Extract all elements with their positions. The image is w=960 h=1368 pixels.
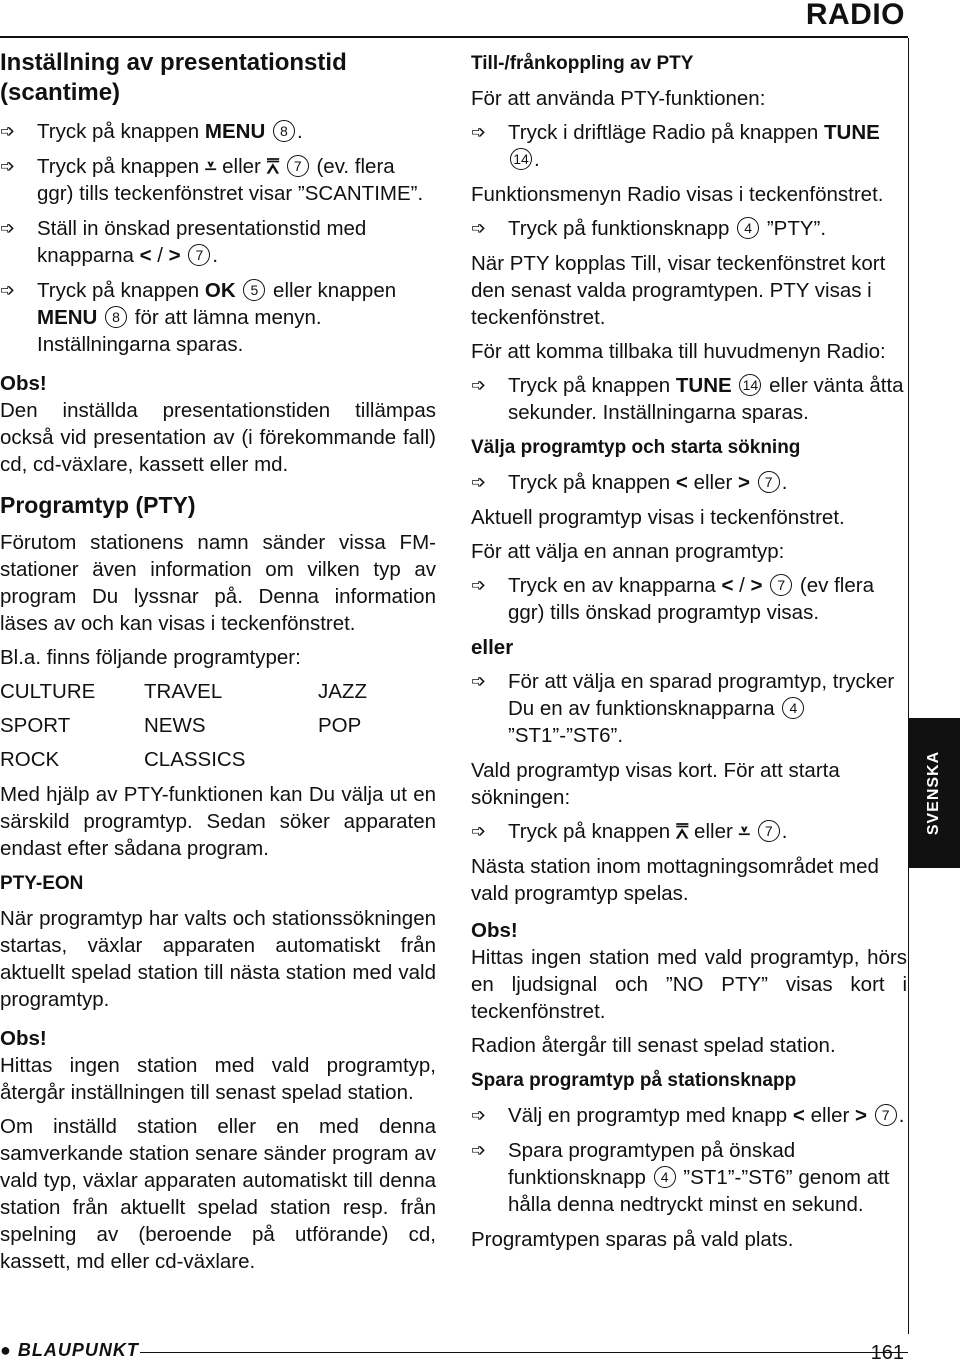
heading-save-type: Spara programtyp på stationsknapp xyxy=(471,1070,797,1091)
arrow-right-icon: ➩ xyxy=(471,122,487,142)
bottom-rule xyxy=(140,1352,908,1353)
arrow-right-icon: ➩ xyxy=(471,575,487,595)
paragraph: För att använda PTY-funktionen: xyxy=(471,87,766,110)
key-number-badge: 7 xyxy=(188,244,210,266)
note-label: Obs! xyxy=(0,1027,47,1050)
key-down-icon: ⩡ xyxy=(204,155,217,178)
or-label: eller xyxy=(471,636,514,659)
key-number-badge: 5 xyxy=(243,279,265,301)
note-label: Obs! xyxy=(471,919,518,942)
key-number-badge: 7 xyxy=(758,820,780,842)
logo-dot-icon: ● xyxy=(0,1340,12,1360)
language-tab-label: SVENSKA xyxy=(925,750,943,836)
paragraph: När programtyp har valts och stationssökningen startas, växlar apparaten automatiskt från aktuellt spelad station till nästa station med vald programtyp. xyxy=(0,907,436,1011)
key-left-icon: < xyxy=(792,1104,805,1127)
section-title: RADIO xyxy=(805,0,905,31)
paragraph: Programtypen sparas på vald plats. xyxy=(471,1228,794,1251)
note-text: Den inställda presentationstiden tillämpas också vid presentation av (i förekommande fall) cd, cd-växlare, kassett eller md. xyxy=(0,399,436,476)
program-type: JAZZ xyxy=(318,680,367,703)
key-right-icon: > xyxy=(738,471,750,494)
key-number-badge: 8 xyxy=(105,306,127,328)
key-number-badge: 8 xyxy=(273,120,295,142)
program-type: CLASSICS xyxy=(144,748,246,771)
key-up-icon: ⩞ xyxy=(266,155,280,178)
step-start-search: ➩ Tryck på knappen ⩞ eller ⩡ 7 . xyxy=(471,820,788,843)
arrow-right-icon: ➩ xyxy=(471,671,487,691)
program-type: SPORT xyxy=(0,714,71,737)
arrow-right-icon: ➩ xyxy=(471,375,487,395)
brand-logo: ● BLAUPUNKT xyxy=(0,1340,139,1360)
right-margin-rule xyxy=(908,38,909,1334)
arrow-right-icon: ➩ xyxy=(0,280,16,300)
paragraph: För att komma tillbaka till huvudmenyn Radio: xyxy=(471,340,886,363)
key-number-badge: 4 xyxy=(782,697,804,719)
right-column xyxy=(471,44,907,1260)
key-right-icon: > xyxy=(855,1104,867,1127)
step-return: ➩ Tryck på knappen TUNE 14 eller vänta åtta sekunder. Inställningarna sparas. xyxy=(471,374,904,424)
program-type-grid xyxy=(0,678,436,773)
key-number-badge: 4 xyxy=(654,1166,676,1188)
heading-scantime: Inställning av presentationstid (scantime) xyxy=(0,49,347,106)
paragraph: Med hjälp av PTY-funktionen kan Du välja ut en särskild programtyp. Sedan söker apparaten endast efter sådana program. xyxy=(0,783,436,860)
arrow-right-icon: ➩ xyxy=(471,1140,487,1160)
key-number-badge: 4 xyxy=(737,217,759,239)
key-number-badge: 14 xyxy=(510,148,532,170)
note-text: Hittas ingen station med vald programtyp, återgår inställningen till senast spelad station. xyxy=(0,1054,436,1104)
paragraph: Funktionsmenyn Radio visas i teckenfönstret. xyxy=(471,183,884,206)
arrow-right-icon: ➩ xyxy=(0,218,16,238)
arrow-right-icon: ➩ xyxy=(0,156,16,176)
key-number-badge: 7 xyxy=(758,471,780,493)
key-number-badge: 7 xyxy=(770,574,792,596)
heading-pty-toggle: Till-/frånkoppling av PTY xyxy=(471,53,694,74)
key-left-icon: < xyxy=(721,574,734,597)
heading-pty-eon: PTY-EON xyxy=(0,873,84,894)
arrow-right-icon: ➩ xyxy=(471,472,487,492)
key-number-badge: 14 xyxy=(739,374,761,396)
paragraph: Radion återgår till senast spelad station. xyxy=(471,1034,836,1057)
page-number: 161 xyxy=(870,1342,904,1364)
left-column xyxy=(0,44,436,1282)
step-select: ➩ Tryck på knappen < eller > 7 . xyxy=(471,471,788,494)
key-right-icon: > xyxy=(168,244,181,267)
key-right-icon: > xyxy=(750,574,763,597)
key-up-icon: ⩞ xyxy=(675,820,689,843)
note-label: Obs! xyxy=(0,372,47,395)
paragraph: För att välja en annan programtyp: xyxy=(471,540,785,563)
step-function-key: ➩ Tryck på funktionsknapp 4 ”PTY”. xyxy=(471,217,827,240)
key-number-badge: 7 xyxy=(287,155,309,177)
arrow-right-icon: ➩ xyxy=(471,821,487,841)
paragraph: Vald programtyp visas kort. För att starta sökningen: xyxy=(471,759,840,809)
paragraph: Förutom stationens namn sänder vissa FM-stationer även information om vilken typ av program Du lyssnar på. Denna information läses av och kan visas i teckenfönstret. xyxy=(0,531,436,635)
step-3: ➩ Ställ in önskad presentationstid med knapparna < / > 7 . xyxy=(0,217,367,267)
paragraph: Nästa station inom mottagningsområdet med vald programtyp spelas. xyxy=(471,855,879,905)
key-number-badge: 7 xyxy=(875,1104,897,1126)
paragraph: Aktuell programtyp visas i teckenfönstret. xyxy=(471,506,845,529)
step-2: ➩ Tryck på knappen ⩡ eller ⩞ 7 (ev. flera ggr) tills teckenfönstret visar ”SCANTIME”. xyxy=(0,155,424,205)
key-down-icon: ⩡ xyxy=(738,820,751,843)
arrow-right-icon: ➩ xyxy=(0,121,16,141)
step-saved-type: ➩ För att välja en sparad programtyp, trycker Du en av funktionsknapparna 4 ”ST1”-”ST6”. xyxy=(471,670,895,747)
program-type: CULTURE xyxy=(0,680,96,703)
program-type xyxy=(318,746,438,773)
step-4: ➩ Tryck på knappen OK 5 eller knappen MENU 8 för att lämna menyn. Inställningarna sparas. xyxy=(0,279,397,356)
program-type: POP xyxy=(318,714,362,737)
heading-pty: Programtyp (PTY) xyxy=(0,492,196,518)
step-choose-save: ➩ Välj en programtyp med knapp < eller > 7 . xyxy=(471,1104,905,1127)
top-rule xyxy=(0,36,908,38)
step-tune: ➩ Tryck i driftläge Radio på knappen TUNE 14 . xyxy=(471,121,880,171)
program-type: TRAVEL xyxy=(144,680,223,703)
paragraph: När PTY kopplas Till, visar teckenfönstret kort den senast valda programtypen. PTY visas i teckenfönstret. xyxy=(471,252,886,329)
heading-select-type: Välja programtyp och starta sökning xyxy=(471,437,801,458)
program-type: NEWS xyxy=(144,714,206,737)
paragraph: Om inställd station eller en med denna samverkande station senare sänder program av vald typ, växlar apparaten automatiskt till denna station från aktuellt spelad station resp. från spelning av (beroende på utförande) cd, kassett, md eller cd-växlare. xyxy=(0,1115,436,1273)
program-type: ROCK xyxy=(0,748,60,771)
arrow-right-icon: ➩ xyxy=(471,1105,487,1125)
arrow-right-icon: ➩ xyxy=(471,218,487,238)
paragraph: Bl.a. finns följande programtyper: xyxy=(0,646,301,669)
key-left-icon: < xyxy=(675,471,688,494)
note-text: Hittas ingen station med vald programtyp, hörs en ljudsignal och ”NO PTY” visas kort i teckenfönstret. xyxy=(471,946,907,1023)
step-1: ➩ Tryck på knappen MENU 8 . xyxy=(0,120,303,143)
key-left-icon: < xyxy=(139,244,152,267)
step-change-type: ➩ Tryck en av knapparna < / > 7 (ev flera ggr) tills önskad programtyp visas. xyxy=(471,574,874,624)
step-store: ➩ Spara programtypen på önskad funktionsknapp 4 ”ST1”-”ST6” genom att hålla denna nedtryckt minst en sekund. xyxy=(471,1139,890,1216)
